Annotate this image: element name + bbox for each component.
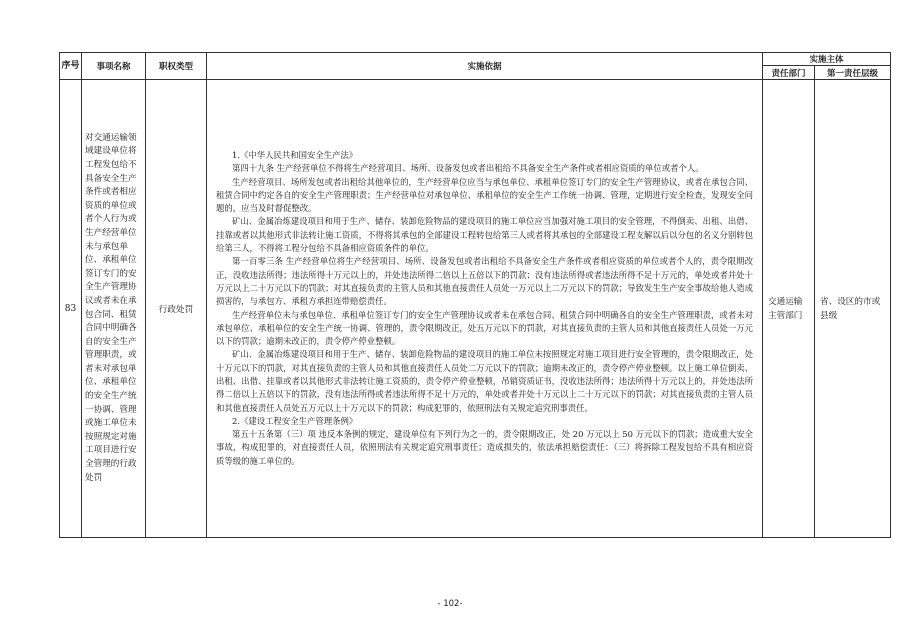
authority-table [59,52,891,538]
row-item-name: 对交通运输领域建设单位将工程发包给不具备安全生产条件或者相应资质的单位或者个人行为或生产经营单位未与承包单位、承租单位签订专门的安全生产管理协议或者未在承包合同、租赁合同中明确各自的安全生产管理职责，或者未对承包单位、承租单位的安全生产统一协调、管理或施工单位未按照规定对施工项目进行安全管理的行政处罚 [82,80,146,538]
header-dept: 责任部门 [763,66,815,80]
basis-paragraph: 1.《中华人民共和国安全生产法》 [232,149,358,160]
row-responsibility-level: 省、设区的市或县级 [815,80,891,538]
header-subject: 实施主体 [763,53,891,66]
basis-paragraph: 第五十五条第（三）项 违反本条例的规定，建设单位有下列行为之一的，责令限期改正，处 20 万元以上 50 万元以下的罚款；造成重大安全事故，构成犯罪的，对直接责任人员，依照刑法有关规定追究刑事责任；造成损失的，依法承担赔偿责任：（三）将拆除工程发包给不具有相应资质等级的施工单位的。 [216,429,753,466]
row-basis [207,80,763,538]
header-seq: 序号 [60,53,82,80]
row-responsible-dept: 交通运输主管部门 [763,80,815,538]
basis-paragraph: 第一百零三条 生产经营单位将生产经营项目、场所、设备发包或者出租给不具备安全生产条件或者相应资质的单位或者个人的，责令限期改正，没收违法所得；违法所得十万元以上的，并处违法所得二倍以上五倍以下的罚款；没有违法所得或者违法所得不足十万元的，单处或者并处十万元以上二十万元以下的罚款；对其直接负责的主管人员和其他直接责任人员处一万元以上二万元以下的罚款；导致发生生产安全事故给他人造成损害的，与承包方、承租方承担连带赔偿责任。 [216,256,753,307]
basis-paragraph: 2.《建设工程安全生产管理条例》 [232,415,358,426]
row-authority-type: 行政处罚 [146,80,207,538]
basis-paragraph: 第四十九条 生产经营单位不得将生产经营项目、场所、设备发包或者出租给不具备安全生产条件或者相应资质的单位或者个人。 [232,163,704,174]
row-seq: 83 [60,80,82,538]
basis-paragraph: 生产经营单位未与承包单位、承租单位签订专门的安全生产管理协议或者未在承包合同、租赁合同中明确各自的安全生产管理职责，或者未对承包单位、承租单位的安全生产统一协调、管理的，责令限期改正，处五万元以下的罚款，对其直接负责的主管人员和其他直接责任人员处一万元以下的罚款；逾期未改正的，责令停产停业整顿。 [216,309,753,347]
basis-paragraph: 矿山、金属冶炼建设项目和用于生产、储存、装卸危险物品的建设项目的施工单位应当加强对施工项目的安全管理，不得倒卖、出租、出借、挂靠或者以其他形式非法转让施工资质，不得将其承包的全部建设工程转包给第三人或者将其承包的全部建设工程支解以后以分包的名义分别转包给第三人，不得将工程分包给不具备相应资质条件的单位。 [216,216,753,254]
header-type: 职权类型 [146,53,207,80]
basis-paragraph: 矿山、金属冶炼建设项目和用于生产、储存、装卸危险物品的建设项目的施工单位未按照规定对施工项目进行安全管理的，责令限期改正，处十万元以下的罚款，对其直接负责的主管人员和其他直接责任人员处二万元以下的罚款；逾期未改正的，责令停产停业整顿。以上施工单位倒卖、出租、出借、挂靠或者以其他形式非法转让施工资质的，责令停产停业整顿，吊销资质证书，没收违法所得；违法所得十万元以上的，并处违法所得二倍以上五倍以下的罚款，没有违法所得或者违法所得不足十万元的，单处或者并处十万元以上二十万元以下的罚款；对其直接负责的主管人员和其他直接责任人员处五万元以上十万元以下的罚款；构成犯罪的，依照刑法有关规定追究刑事责任。 [216,349,753,413]
header-name: 事项名称 [82,53,146,80]
basis-paragraph: 生产经营项目、场所发包或者出租给其他单位的，生产经营单位应当与承包单位、承租单位签订专门的安全生产管理协议，或者在承包合同、租赁合同中约定各自的安全生产管理职责；生产经营单位对承包单位、承租单位的安全生产工作统一协调、管理，定期进行安全检查，发现安全问题的，应当及时督促整改。 [216,176,753,214]
table-row [60,80,891,538]
page-number: - 102- [437,599,463,609]
header-level: 第一责任层级 [815,66,891,80]
header-basis: 实施依据 [207,53,763,80]
